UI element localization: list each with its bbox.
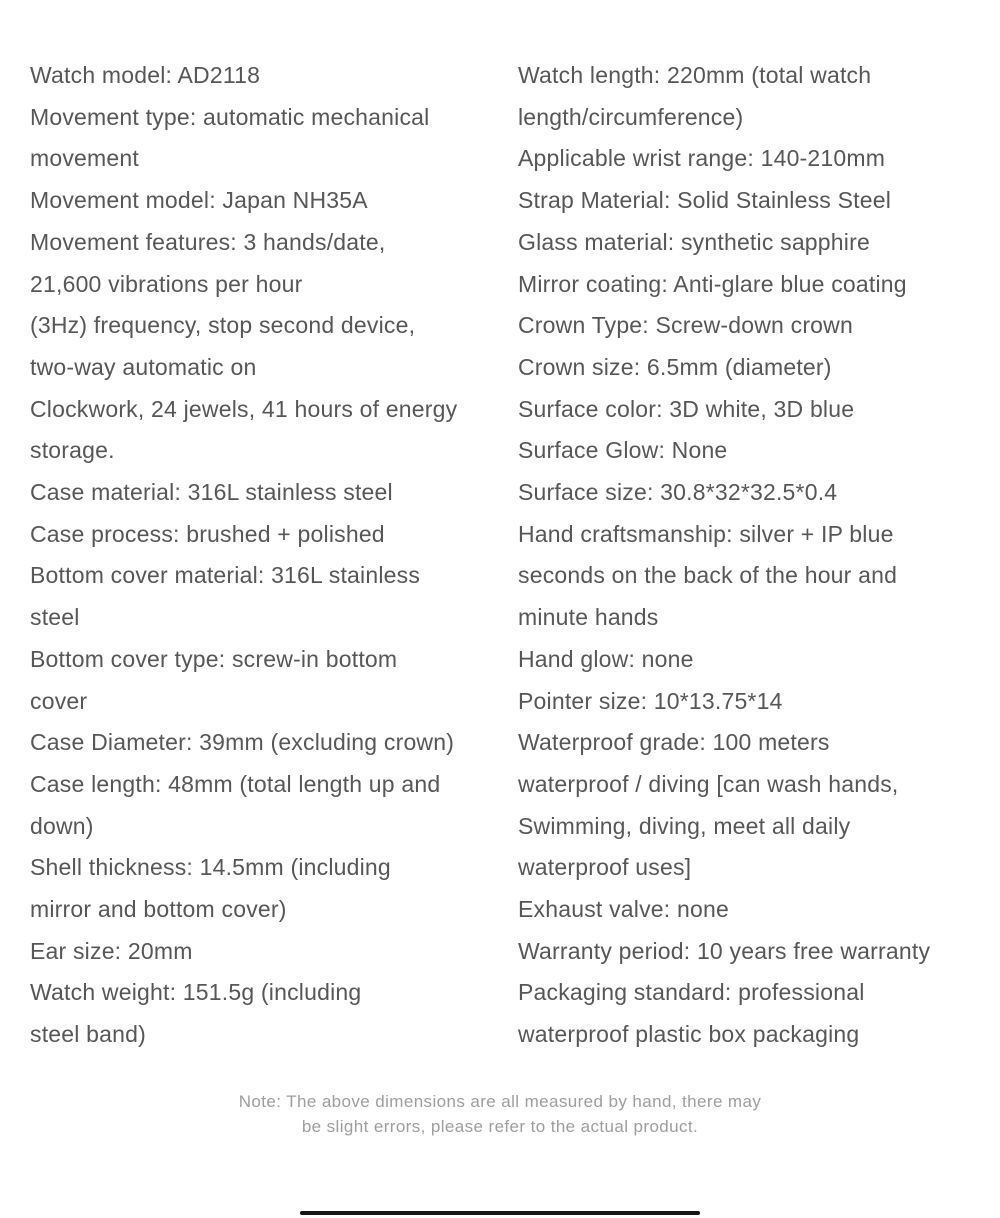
- spec-line: seconds on the back of the hour and: [518, 562, 898, 589]
- spec-line: Surface Glow: None: [518, 437, 728, 464]
- spec-line: Shell thickness: 14.5mm (including: [30, 854, 391, 881]
- spec-line: cover: [30, 687, 88, 714]
- spec-line: 21,600 vibrations per hour: [30, 270, 303, 297]
- spec-line: Bottom cover type: screw-in bottom: [30, 645, 398, 672]
- spec-column-right: [518, 55, 970, 1056]
- spec-line: Swimming, diving, meet all daily: [518, 812, 851, 839]
- spec-line: Strap Material: Solid Stainless Steel: [518, 187, 892, 214]
- spec-line: Movement model: Japan NH35A: [30, 187, 368, 214]
- spec-line: Case process: brushed + polished: [30, 520, 385, 547]
- spec-line: mirror and bottom cover): [30, 896, 287, 923]
- spec-line: steel: [30, 604, 80, 631]
- spec-line: (3Hz) frequency, stop second device,: [30, 312, 416, 339]
- spec-line: Movement features: 3 hands/date,: [30, 228, 386, 255]
- spec-line: Crown Type: Screw-down crown: [518, 312, 853, 339]
- spec-line: Watch model: AD2118: [30, 62, 261, 88]
- spec-line: Mirror coating: Anti-glare blue coating: [518, 270, 907, 297]
- note-line-2: be slight errors, please refer to the actual product.: [301, 1116, 699, 1136]
- spec-line: Watch weight: 151.5g (including: [30, 979, 362, 1006]
- spec-line: waterproof / diving [can wash hands,: [518, 770, 899, 797]
- spec-line: Case material: 316L stainless steel: [30, 479, 393, 506]
- spec-line: down): [30, 812, 94, 839]
- spec-line: Warranty period: 10 years free warranty: [518, 937, 931, 964]
- spec-line: Watch length: 220mm (total watch: [518, 62, 872, 88]
- spec-line: length/circumference): [518, 103, 744, 130]
- spec-line: Surface size: 30.8*32*32.5*0.4: [518, 479, 838, 506]
- home-indicator-bar: [300, 1211, 700, 1215]
- spec-line: waterproof uses]: [518, 854, 692, 881]
- spec-column-left: [30, 55, 518, 1056]
- spec-line: Waterproof grade: 100 meters: [518, 729, 830, 756]
- spec-line: Case Diameter: 39mm (excluding crown): [30, 729, 455, 756]
- spec-line: storage.: [30, 437, 115, 464]
- spec-line: Surface color: 3D white, 3D blue: [518, 395, 855, 422]
- spec-line: Exhaust valve: none: [518, 896, 729, 923]
- spec-line: minute hands: [518, 604, 659, 631]
- spec-line: Hand glow: none: [518, 645, 694, 672]
- spec-line: Pointer size: 10*13.75*14: [518, 687, 783, 714]
- spec-line: Crown size: 6.5mm (diameter): [518, 353, 832, 380]
- spec-line: Ear size: 20mm: [30, 937, 193, 964]
- spec-line: Hand craftsmanship: silver + IP blue: [518, 520, 894, 547]
- spec-line: Bottom cover material: 316L stainless: [30, 562, 421, 589]
- spec-line: Packaging standard: professional: [518, 979, 865, 1006]
- spec-line: steel band): [30, 1021, 146, 1048]
- measurement-note: [0, 1089, 1000, 1139]
- spec-line: Clockwork, 24 jewels, 41 hours of energy: [30, 395, 458, 422]
- spec-line: two-way automatic on: [30, 353, 257, 380]
- spec-line: Applicable wrist range: 140-210mm: [518, 145, 886, 172]
- spec-line: movement: [30, 145, 139, 172]
- spec-line: Glass material: synthetic sapphire: [518, 228, 870, 255]
- note-line-1: Note: The above dimensions are all measured by hand, there may: [238, 1091, 762, 1111]
- spec-line: Case length: 48mm (total length up and: [30, 770, 441, 797]
- spec-line: waterproof plastic box packaging: [518, 1021, 860, 1048]
- spec-line: Movement type: automatic mechanical: [30, 103, 430, 130]
